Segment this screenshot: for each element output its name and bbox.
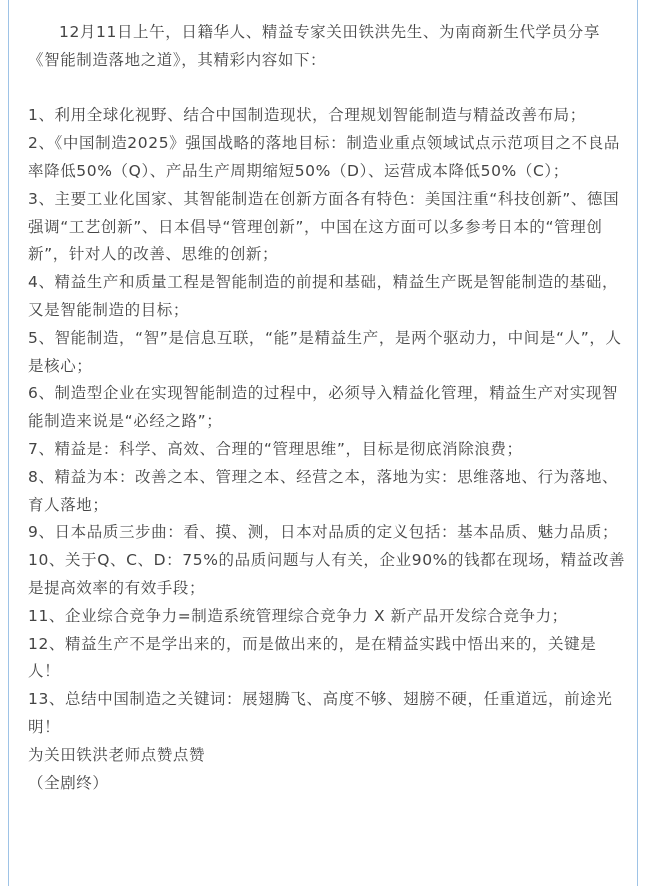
point-7: 7、精益是：科学、高效、合理的“管理思维”，目标是彻底消除浪费； [28, 439, 523, 458]
article-body [28, 19, 628, 797]
point-3: 3、主要工业化国家、其智能制造在创新方面各有特色：美国注重“科技创新”、德国强调“工艺创新”、日本倡导“管理创新”，中国在这方面可以多参考日本的“管理创新”，针对人的改善、思维的创新； [28, 189, 620, 264]
point-8: 8、精益为本：改善之本、管理之本、经营之本，落地为实：思维落地、行为落地、育人落地； [28, 467, 619, 514]
point-2: 2、《中国制造2025》强国战略的落地目标：制造业重点领域试点示范项目之不良品率降低50%（Q）、产品生产周期缩短50%（D）、运营成本降低50%（C）； [28, 134, 620, 180]
end-line: （全剧终） [28, 773, 109, 792]
point-4: 4、精益生产和质量工程是智能制造的前提和基础，精益生产既是智能制造的基础，又是智能制造的目标； [28, 273, 619, 319]
point-13: 13、总结中国制造之关键词：展翅腾飞、高度不够、翅膀不硬，任重道远，前途光明！ [28, 690, 613, 736]
point-6: 6、制造型企业在实现智能制造的过程中，必须导入精益化管理，精益生产对实现智能制造来说是“必经之路”； [28, 384, 619, 431]
point-11: 11、企业综合竞争力=制造系统管理综合竞争力 X 新产品开发综合竞争力； [28, 606, 568, 625]
point-1: 1、利用全球化视野、结合中国制造现状，合理规划智能制造与精益改善布局； [28, 106, 586, 125]
closing-line: 为关田铁洪老师点赞点赞 [28, 745, 206, 764]
point-10: 10、关于Q、C、D：75%的品质问题与人有关，企业90%的钱都在现场，精益改善是提高效率的有效手段； [28, 551, 626, 597]
point-9: 9、日本品质三步曲：看、摸、测，日本对品质的定义包括：基本品质、魅力品质； [28, 523, 619, 542]
blank-line [28, 75, 628, 103]
intro-paragraph: 12月11日上午，日籍华人、精益专家关田铁洪先生、为南商新生代学员分享《智能制造落地之道》，其精彩内容如下： [28, 23, 600, 69]
point-12: 12、精益生产不是学出来的，而是做出来的，是在精益实践中悟出来的，关键是人！ [28, 634, 597, 681]
point-5: 5、智能制造，“智”是信息互联，“能”是精益生产，是两个驱动力，中间是“人”，人是核心； [28, 328, 622, 375]
